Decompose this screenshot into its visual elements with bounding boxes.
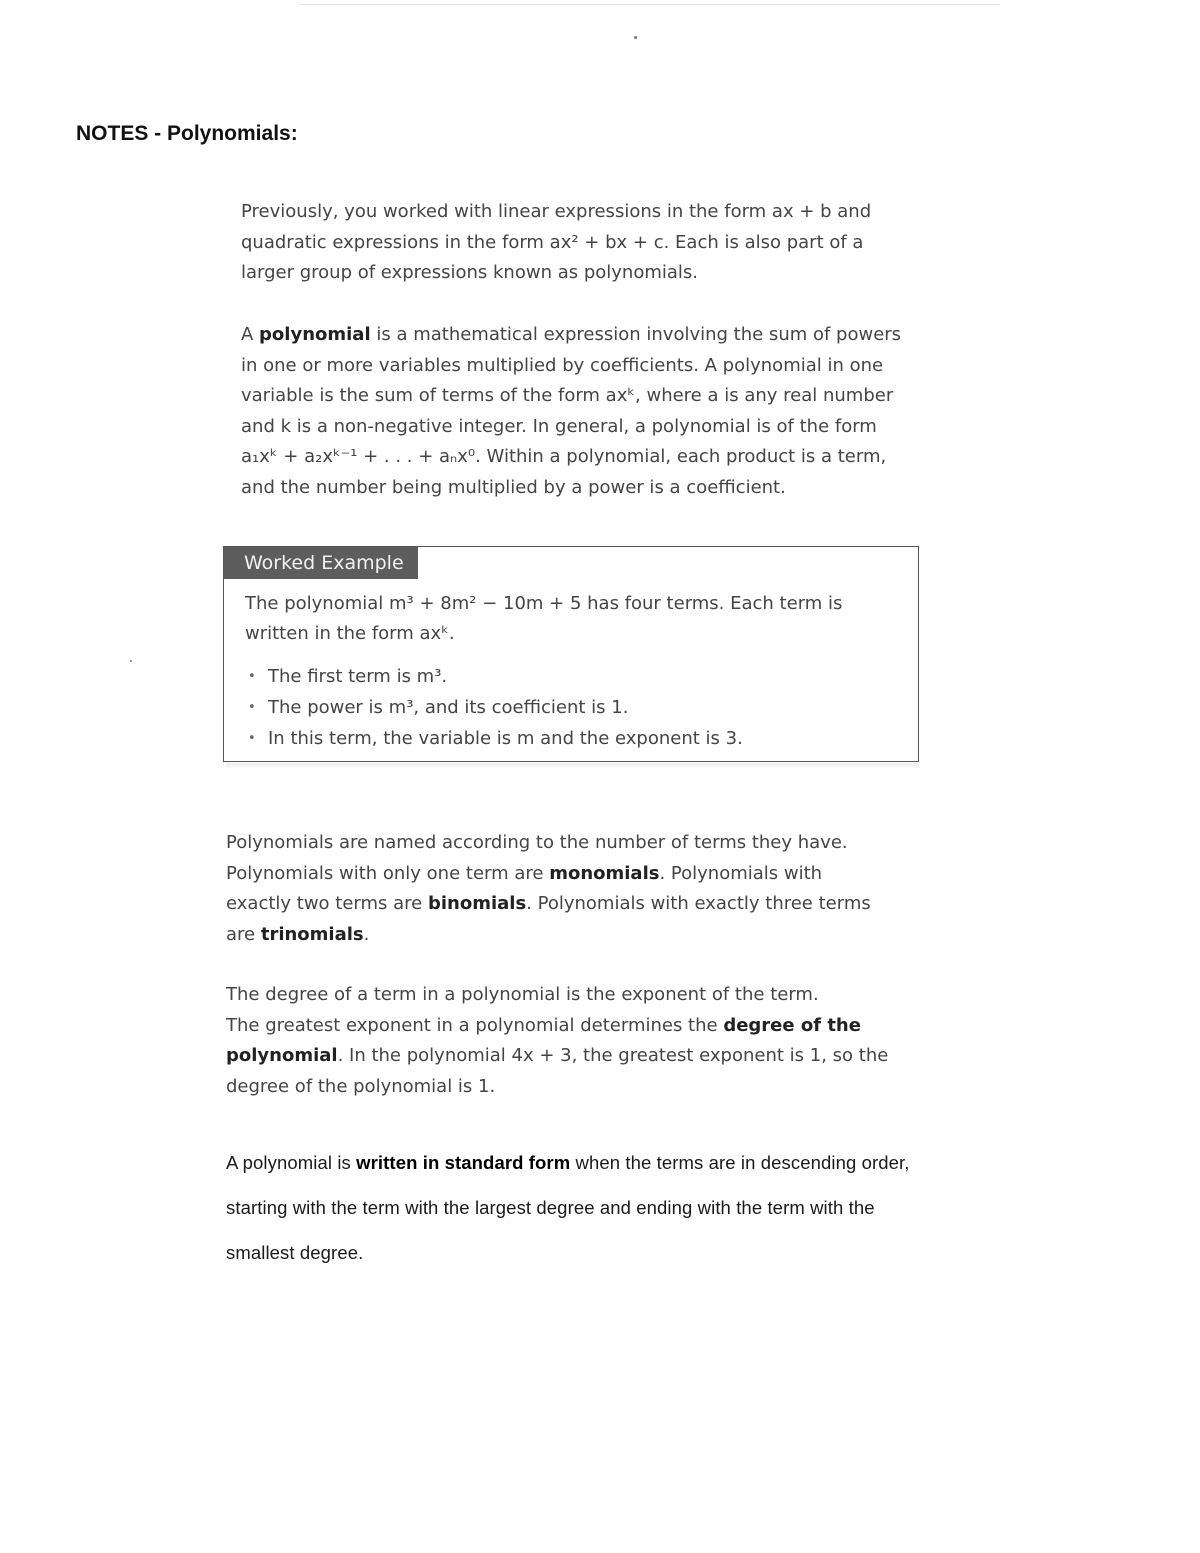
example-line: The polynomial m³ + 8m² − 10m + 5 has four terms. Each term is bbox=[245, 593, 843, 614]
definition-line: a₁xᵏ + a₂xᵏ⁻¹ + . . . + aₙx⁰. Within a polynomial, each product is a term, bbox=[241, 446, 887, 467]
naming-line bbox=[226, 859, 906, 890]
definition-line: and k is a non-negative integer. In general, a polynomial is of the form bbox=[241, 415, 877, 437]
worked-example-box bbox=[223, 546, 919, 762]
definition-line bbox=[241, 320, 931, 351]
definition-paragraph bbox=[241, 320, 931, 503]
text: The greatest exponent in a polynomial determines the bbox=[226, 1014, 724, 1036]
naming-line bbox=[226, 920, 906, 951]
list-item: • The power is m³, and its coefficient is 1. bbox=[248, 692, 743, 723]
naming-line bbox=[226, 889, 906, 920]
term-degree: degree of the bbox=[723, 1014, 861, 1036]
page-title: NOTES - Polynomials: bbox=[76, 122, 298, 145]
standard-form-line: starting with the term with the largest degree and ending with the term with the bbox=[226, 1197, 875, 1218]
example-line: written in the form axᵏ. bbox=[245, 623, 455, 644]
term-trinomials: trinomials bbox=[260, 923, 364, 945]
text: are bbox=[226, 923, 261, 945]
definition-line: variable is the sum of terms of the form axᵏ, where a is any real number bbox=[241, 385, 894, 406]
standard-form-line: smallest degree. bbox=[226, 1242, 364, 1263]
intro-paragraph bbox=[241, 197, 921, 289]
text: . Polynomials with bbox=[659, 862, 823, 884]
term-binomials: binomials bbox=[427, 893, 527, 914]
naming-paragraph bbox=[226, 828, 906, 950]
term-monomials: monomials bbox=[549, 862, 660, 884]
naming-line: Polynomials are named according to the number of terms they have. bbox=[226, 832, 848, 853]
text: . Polynomials with exactly three terms bbox=[526, 893, 871, 914]
text: A polynomial is bbox=[226, 1152, 357, 1173]
text: exactly two terms are bbox=[226, 893, 428, 914]
degree-line bbox=[226, 1041, 916, 1072]
term-polynomial: polynomial bbox=[226, 1045, 338, 1066]
degree-line: The degree of a term in a polynomial is the exponent of the term. bbox=[226, 984, 819, 1005]
box-shadow bbox=[226, 763, 918, 769]
definition-line: and the number being multiplied by a power is a coefficient. bbox=[241, 476, 786, 498]
intro-line: Previously, you worked with linear expressions in the form ax + b and bbox=[241, 201, 872, 222]
worked-example-body bbox=[245, 589, 842, 649]
degree-line bbox=[226, 1011, 916, 1042]
text: A bbox=[241, 324, 260, 345]
standard-form-paragraph bbox=[226, 1140, 1026, 1275]
scan-edge-line bbox=[300, 4, 1000, 5]
text: when the terms are in descending order, bbox=[570, 1152, 910, 1173]
term-polynomial: polynomial bbox=[259, 324, 371, 345]
scan-speck bbox=[634, 36, 637, 39]
definition-line: in one or more variables multiplied by coefficients. A polynomial in one bbox=[241, 354, 884, 376]
list-item: • The first term is m³. bbox=[248, 661, 743, 692]
text: Polynomials with only one term are bbox=[226, 862, 550, 884]
term-standard-form: written in standard form bbox=[356, 1152, 571, 1173]
list-item: • In this term, the variable is m and the exponent is 3. bbox=[248, 723, 743, 754]
standard-form-line bbox=[226, 1140, 1026, 1185]
worked-example-list bbox=[248, 661, 743, 754]
text: is a mathematical expression involving the sum of powers bbox=[370, 324, 902, 345]
intro-line: quadratic expressions in the form ax² + bx + c. Each is also part of a bbox=[241, 231, 864, 253]
text: . bbox=[363, 923, 370, 945]
scan-speck bbox=[130, 660, 132, 662]
degree-line: degree of the polynomial is 1. bbox=[226, 1075, 496, 1097]
degree-paragraph bbox=[226, 980, 916, 1102]
worked-example-title: Worked Example bbox=[224, 547, 418, 579]
intro-line: larger group of expressions known as polynomials. bbox=[241, 262, 699, 283]
text: . In the polynomial 4x + 3, the greatest exponent is 1, so the bbox=[337, 1045, 889, 1066]
